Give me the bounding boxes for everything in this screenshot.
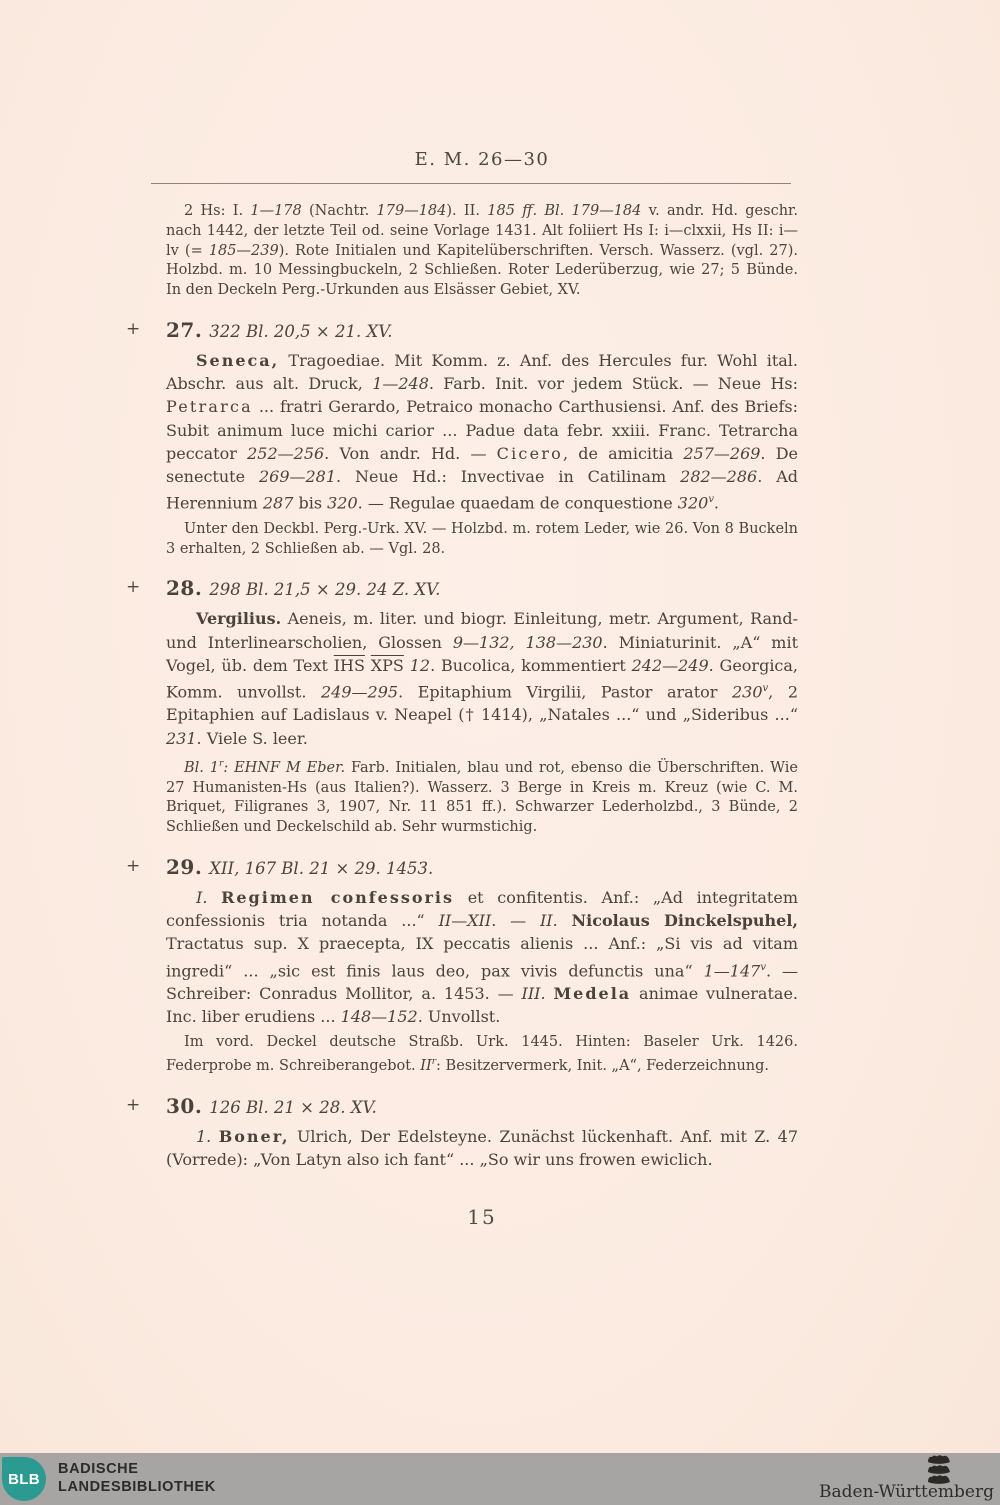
catalog-entry-30 [126, 1093, 798, 1171]
entry-description: Vergilius. Aeneis, m. liter. und biogr. Einleitung, metr. Argument, Rand- und Interlinearscholien, Glossen 9—132, 138—230. Miniaturinit. „A“ mit Vogel, üb. dem Text $\overline{IHS}$ $\overline{XPS}$ 12. Bucolica, kommentiert 242—249. Georgica, Komm. unvollst. 249—295. Epitaphium Virgilii, Pastor arator 230$^v$, 2 Epitaphien auf Ladislaus v. Neapel († 1414), „Natales ...“ und „Sideribus ...“ 231. Viele S. leer. [166, 609, 799, 748]
entry-number: 28. [166, 576, 203, 601]
entry-heading [166, 855, 798, 879]
entry-number: 30. [166, 1093, 203, 1118]
blb-logo [2, 1457, 46, 1501]
entry-heading [166, 1094, 798, 1118]
running-head: E. M. 26—30 [414, 149, 550, 170]
entry-26-continuation-note: 2 Hs: I. 1—178 (Nachtr. 179—184). II. 185 ff. Bl. 179—184 v. andr. Hd. geschr. nach 1442, der letzte Teil od. seine Vorlage 1431. Alt foliiert Hs I: i—clxxii, Hs II: i—lv (= 185—239). Rote Initialen und Kapitelüberschriften. Versch. Wasserz. (vgl. 27). Holzbd. m. 10 Messingbuckeln, 2 Schließen. Roter Lederüberzug, wie 27; 5 Bünde. In den Deckeln Perg.-Urkunden aus Elsässer Gebiet, XV. [166, 203, 799, 299]
blb-logo-text: BLB [8, 1470, 40, 1488]
entry-description: 1. Boner, Ulrich, Der Edelsteyne. Zunächst lückenhaft. Anf. mit Z. 47 (Vorrede): „Von Latyn also ich fant“ ... „So wir uns frowen ewiclich. [166, 1126, 798, 1170]
library-name-line1: BADISCHE [58, 1461, 139, 1477]
header-rule [151, 183, 791, 184]
catalog-entry-27 [126, 317, 799, 559]
margin-plus-mark: + [126, 855, 141, 876]
entry-heading [166, 576, 798, 600]
entry-number: 27. [166, 317, 203, 342]
library-name [58, 1461, 216, 1496]
entry-heading [166, 318, 798, 342]
margin-plus-mark: + [126, 318, 141, 339]
margin-plus-mark: + [126, 577, 141, 598]
catalog-entry-28 [126, 576, 799, 838]
library-name-line2: LANDESBIBLIOTHEK [58, 1478, 216, 1495]
entry-measure: 298 Bl. 21,5 × 29. 24 Z. XV. [209, 580, 441, 600]
catalog-entry-29 [126, 854, 799, 1077]
entry-binding-note: Bl. 1$^r$: EHNF M Eber. Farb. Initialen, blau und rot, ebenso die Überschriften. Wie 27 Humanisten-Hs (aus Italien?). Wasserz. 3 Berge in Kreis m. Kreuz (wie C. M. Briquet, Filigranes 3, 1907, Nr. 11 851 ff.). Schwarzer Lederholzbd., 3 Bünde, 2 Schließen und Deckelschild ab. Sehr wurmstichig. [166, 758, 798, 836]
entry-binding-note: Unter den Deckbl. Perg.-Urk. XV. — Holzbd. m. rotem Leder, wie 26. Von 8 Buckeln 3 erhalten, 2 Schließen ab. — Vgl. 28. [166, 520, 798, 557]
entry-measure: 322 Bl. 20,5 × 21. XV. [209, 321, 393, 341]
entry-number: 29. [166, 854, 203, 879]
entry-measure: XII, 167 Bl. 21 × 29. 1453. [209, 858, 434, 878]
entry-measure: 126 Bl. 21 × 28. XV. [209, 1097, 377, 1117]
entry-description: I. Regimen confessoris et confitentis. Anf.: „Ad integritatem confessionis tria notanda ...“ II—XII. — II. Nicolaus Dinckelspuhel, Tractatus sup. X praecepta, IX peccatis alienis ... Anf.: „Si vis ad vitam ingredi“ ... „sic est finis laus deo, pax vivis defunctis una“ 1—147$^v$. — Schreiber: Conradus Mollitor, a. 1453. — III. Medela animae vulneratae. Inc. liber erudiens ... 148—152. Unvollst. [166, 887, 799, 1027]
catalog-text-column [126, 202, 799, 1230]
state-name: Baden-Württemberg [819, 1482, 994, 1502]
entry-description: Seneca, Tragoediae. Mit Komm. z. Anf. des Hercules fur. Wohl ital. Abschr. aus alt. Druck, 1—248. Farb. Init. vor jedem Stück. — Neue Hs: Petrarca ... fratri Gerardo, Petraico monacho Carthusiensi. Anf. des Briefs: Subit animum luce michi carior ... Padue data febr. xxiii. Franc. Tetrarcha peccator 252—256. Von andr. Hd. — Cicero, de amicitia 257—269. De senectute 269—281. Neue Hd.: Invectivae in Catilinam 282—286. Ad Herennium 287 bis 320. — Regulae quaedam de conquestione 320$^v$. [166, 350, 799, 513]
margin-plus-mark: + [126, 1094, 141, 1115]
entry-binding-note: Im vord. Deckel deutsche Straßb. Urk. 1445. Hinten: Baseler Urk. 1426. Federprobe m. Schreiberangebot. $II^r$: Besitzervermerk, Init. „A“, Federzeichnung. [166, 1034, 798, 1075]
page-number: 15 [467, 1205, 497, 1230]
library-footer-bar [0, 1453, 1000, 1505]
